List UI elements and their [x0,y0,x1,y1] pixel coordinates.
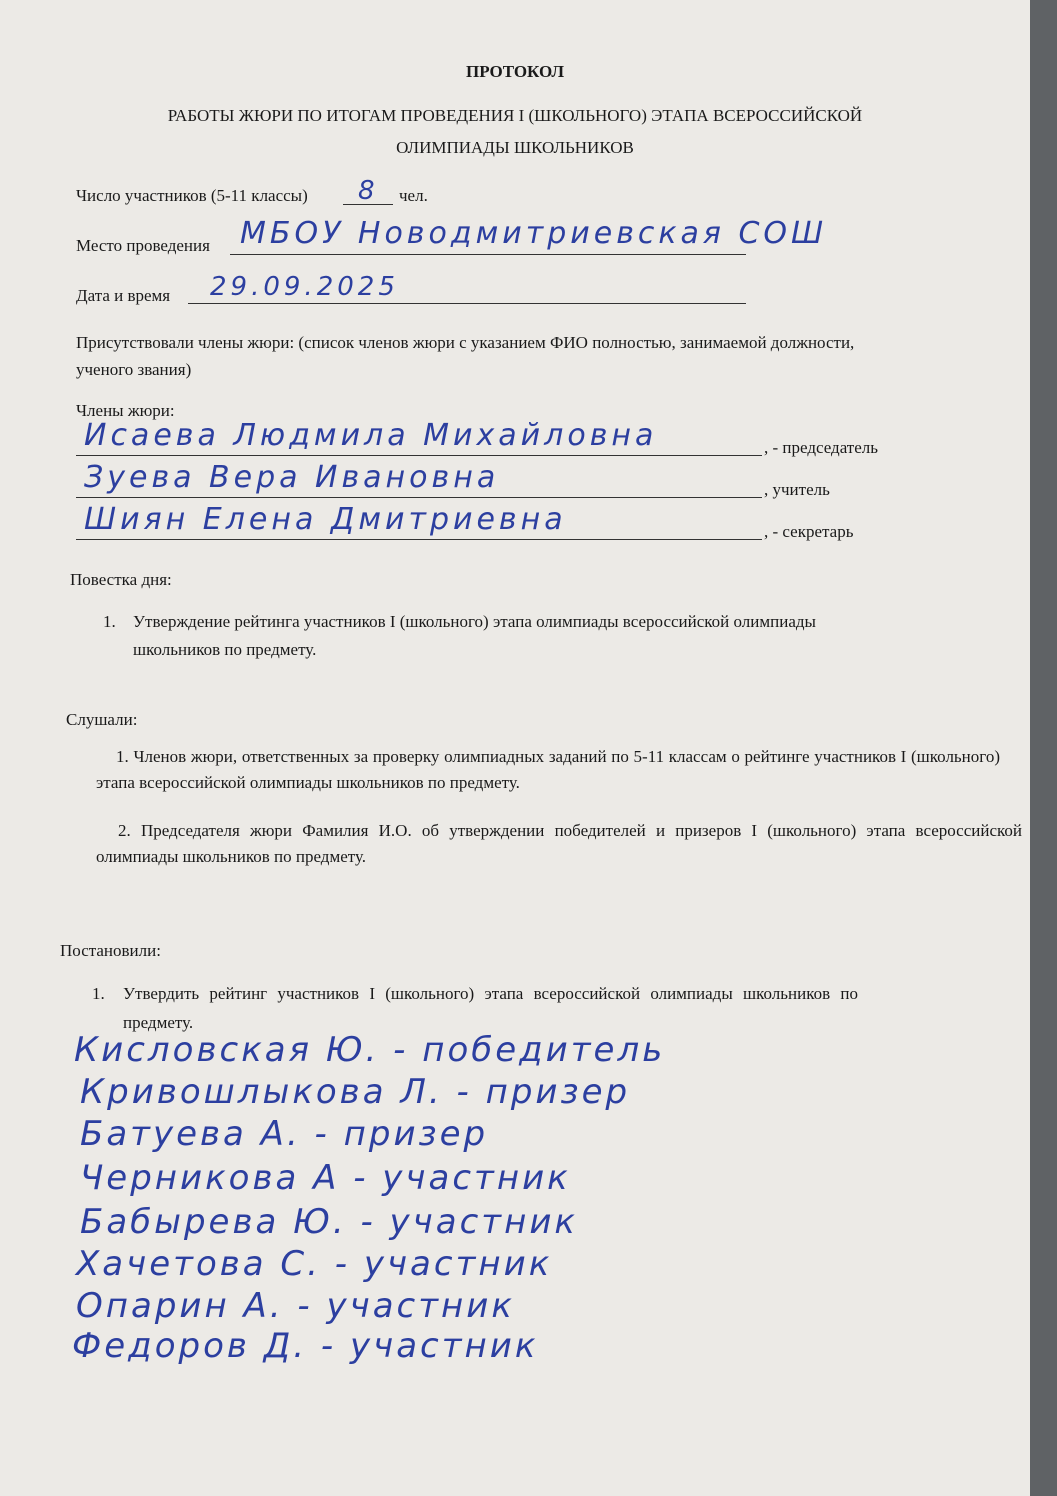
participants-value: 8 [358,176,379,206]
present-line2: ученого звания) [76,360,192,379]
decided-item-line1-wrap [123,984,1017,1004]
result-7: Опарин А. - участник [76,1286,515,1326]
heard-item-2: 2. Председателя жюри Фамилия И.О. об утверждении победителей и призеров I (школьного) этапа всероссийской олимпиады школьников по предмету. [96,821,1022,866]
jury-label: Члены жюри: [76,401,175,420]
result-5: Бабырева Ю. - участник [80,1202,578,1242]
jury-name-1: Исаева Людмила Михайловна [84,418,658,453]
jury-underline-2 [76,497,762,498]
result-8: Федоров Д. - участник [72,1326,539,1366]
document-subtitle-line1: РАБОТЫ ЖЮРИ ПО ИТОГАМ ПРОВЕДЕНИЯ I (ШКОЛЬНОГО) ЭТАПА ВСЕРОССИЙСКОЙ [167,106,863,125]
jury-role-2: , учитель [764,480,830,499]
result-2: Кривошлыкова Л. - призер [80,1072,631,1112]
decided-label: Постановили: [60,941,161,960]
document-title: ПРОТОКОЛ [465,62,564,81]
heard-label: Слушали: [66,710,138,729]
decided-item-number: 1. [92,984,105,1003]
agenda-item-number: 1. [103,612,116,631]
venue-label: Место проведения [76,236,210,255]
result-6: Хачетова С. - участник [76,1244,553,1284]
result-1: Кисловская Ю. - победитель [74,1030,666,1070]
result-4: Черникова А - участник [80,1158,571,1198]
heard-item-1: 1. Членов жюри, ответственных за проверку олимпиадных заданий по 5-11 классам о рейтинге участников I (школьного) этапа всероссийской олимпиады школьников по предмету. [96,747,1000,792]
agenda-item-line1: Утверждение рейтинга участников I (школьного) этапа олимпиады всероссийской олимпиады [133,612,816,631]
agenda-item-line2: школьников по предмету. [133,640,317,659]
date-underline [188,303,746,304]
date-label: Дата и время [76,286,171,305]
date-value: 29.09.2025 [210,272,399,302]
result-3: Батуева А. - призер [80,1114,489,1154]
jury-underline-3 [76,539,762,540]
jury-name-2: Зуева Вера Ивановна [84,460,500,495]
decided-item-line1: Утвердить рейтинг участников I (школьного) этапа всероссийской олимпиады школьников по [123,984,858,1003]
jury-role-3: , - секретарь [764,522,854,541]
venue-value: МБОУ Новодмитриевская СОШ [240,216,828,251]
jury-underline-1 [76,455,762,456]
jury-name-3: Шиян Елена Дмитриевна [84,502,567,537]
venue-underline [230,254,746,255]
decided-item-line2: предмету. [123,1013,194,1032]
document-subtitle-line2: ОЛИМПИАДЫ ШКОЛЬНИКОВ [396,138,634,157]
participants-unit: чел. [399,186,428,205]
participants-label: Число участников (5-11 классы) [76,186,308,205]
background-edge [1030,0,1057,1496]
agenda-label: Повестка дня: [70,570,172,589]
jury-role-1: , - председатель [764,438,879,457]
present-line1: Присутствовали члены жюри: (список членов жюри с указанием ФИО полностью, занимаемой должности, [76,333,855,352]
